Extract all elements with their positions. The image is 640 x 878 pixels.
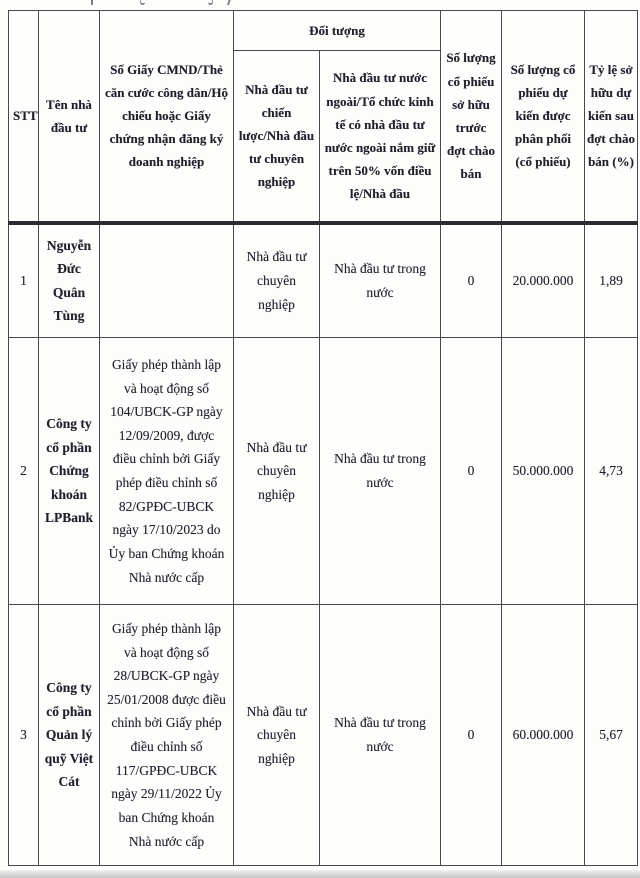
header-row-top [9,11,638,51]
header-doi-tuong: Đối tượng [234,11,441,51]
cell-shares-before: 0 [441,605,502,866]
cell-ratio-after: 1,89 [585,223,638,338]
table-row [9,338,638,605]
header-shares-before: Số lượng cổ phiếu sở hữu trước đợt chào bán [441,11,502,223]
cell-license: Giấy phép thành lập và hoạt động số 104/UBCK-GP ngày 12/09/2009, được điều chỉnh bởi Giấy phép điều chỉnh số 82/GPĐC-UBCK ngày 17/10/2023 do Ủy ban Chứng khoán Nhà nước cấp [100,338,234,605]
header-investor-name: Tên nhà đầu tư [39,11,100,223]
cell-shares-before: 0 [441,338,502,605]
text-descender-mark [91,0,93,5]
text-descender-mark [227,0,231,5]
header-ratio-after: Tỷ lệ sở hữu dự kiến sau đợt chào bán (%) [585,11,638,223]
cell-license: Giấy phép thành lập và hoạt động số 28/UBCK-GP ngày 25/01/2008 được điều chỉnh bởi Giấy phép điều chỉnh số 117/GPĐC-UBCK ngày 29/11/2022 Ủy ban Chứng khoán Nhà nước cấp [100,605,234,866]
cell-ratio-after: 4,73 [585,338,638,605]
cell-ratio-after: 5,67 [585,605,638,866]
cell-investor-name: Công ty cổ phần Quản lý quỹ Việt Cát [39,605,100,866]
header-sub-strategic: Nhà đầu tư chiến lược/Nhà đầu tư chuyên nghiệp [234,51,320,223]
header-shares-allocated: Số lượng cổ phiếu dự kiến được phân phối (cổ phiếu) [502,11,585,223]
cell-foreign-status: Nhà đầu tư trong nước [320,223,441,338]
cell-shares-allocated: 60.000.000 [502,605,585,866]
header-sub-foreign: Nhà đầu tư nước ngoài/Tổ chức kinh tế có nhà đầu tư nước ngoài nắm giữ trên 50% vốn điều lệ/Nhà đầu [320,51,441,223]
text-descender-mark [140,0,145,5]
cell-investor-name: Nguyễn Đức Quân Tùng [39,223,100,338]
cell-foreign-status: Nhà đầu tư trong nước [320,605,441,866]
header-stt: STT [9,11,39,223]
cell-license [100,223,234,338]
cell-stt: 3 [9,605,39,866]
cell-investor-type: Nhà đầu tư chuyên nghiệp [234,223,320,338]
cell-investor-name: Công ty cổ phần Chứng khoán LPBank [39,338,100,605]
cell-investor-type: Nhà đầu tư chuyên nghiệp [234,605,320,866]
table-row [9,605,638,866]
investor-allocation-table [8,10,638,866]
cell-investor-type: Nhà đầu tư chuyên nghiệp [234,338,320,605]
cell-shares-allocated: 50.000.000 [502,338,585,605]
cell-stt: 2 [9,338,39,605]
table-row [9,223,638,338]
header-id-number: Số Giấy CMND/Thẻ căn cước công dân/Hộ chiếu hoặc Giấy chứng nhận đăng ký doanh nghiệp [100,11,234,223]
page-edge-shadow [0,870,640,878]
cell-shares-allocated: 20.000.000 [502,223,585,338]
text-descender-mark [208,0,213,5]
cell-foreign-status: Nhà đầu tư trong nước [320,338,441,605]
cell-stt: 1 [9,223,39,338]
cell-shares-before: 0 [441,223,502,338]
clipped-text-remnant [0,0,640,7]
